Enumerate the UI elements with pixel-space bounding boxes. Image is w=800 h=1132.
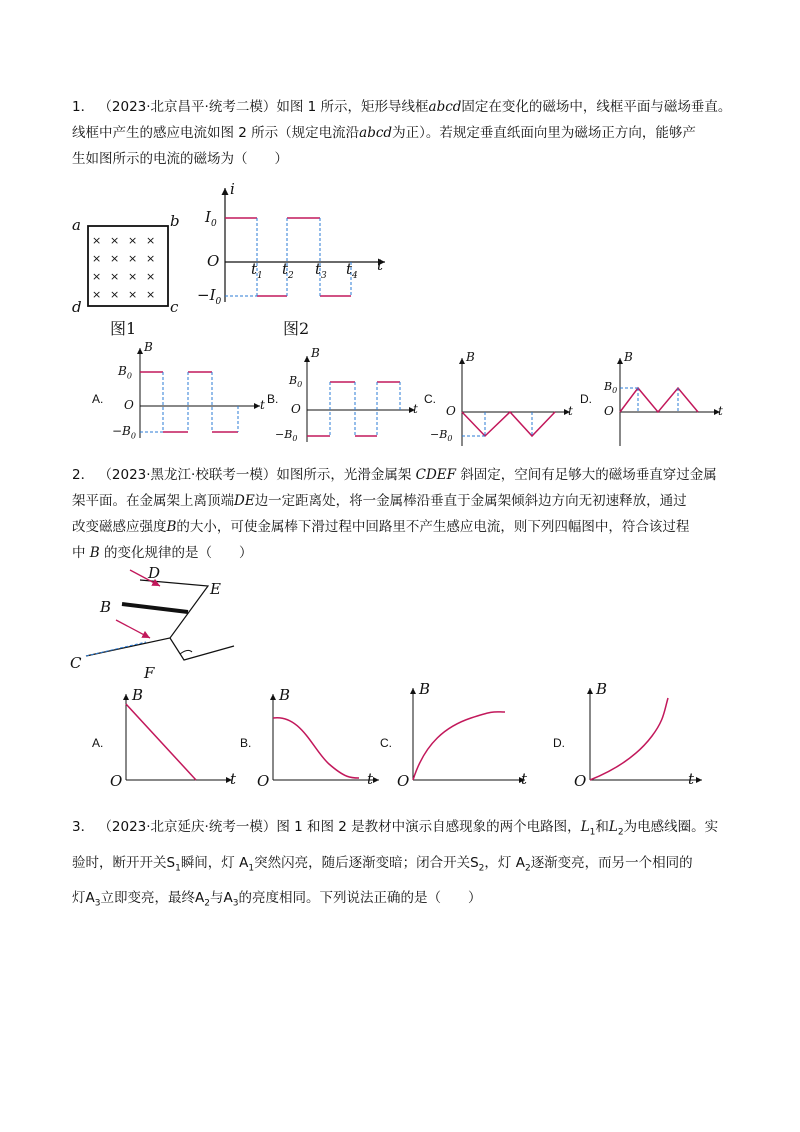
tick-t3: $t_3$	[315, 260, 327, 281]
label-c: c	[170, 298, 179, 316]
symbol-abcd: abcd	[359, 125, 393, 141]
origin-label: O	[574, 772, 587, 790]
axis-label-B: B	[311, 346, 320, 360]
question-number: 3．	[72, 819, 95, 835]
q1-option-d-graph[interactable]	[598, 352, 728, 447]
field-into-page-mark: ×	[128, 234, 138, 247]
option-b-label[interactable]: B.	[240, 736, 252, 750]
origin-label: O	[397, 772, 410, 790]
origin-label: O	[291, 402, 301, 416]
label-E: E	[210, 580, 221, 598]
symbol-CDEF: CDEF	[415, 467, 457, 483]
question-text: 的变化规律的是（ ）	[104, 545, 253, 561]
symbol-A3: A	[85, 890, 95, 907]
question-source: （2023·北京延庆·统考一模）	[98, 819, 277, 835]
question-source: （2023·黑龙江·校联考一模）	[98, 467, 277, 483]
option-d-svg	[598, 352, 728, 447]
option-a-svg	[108, 688, 238, 788]
axis-label-t: t	[377, 256, 384, 274]
dashed-guides	[225, 218, 351, 296]
figure-1-wire-frame	[70, 212, 190, 342]
tick-t1: $t_1$	[251, 260, 263, 281]
question-text: 验时，断开开关	[72, 854, 167, 871]
symbol-abcd: abcd	[428, 99, 462, 115]
field-into-page-mark: ×	[146, 270, 156, 283]
question-text: 线框中产生的感应电流如图 2 所示（规定电流沿	[72, 125, 360, 141]
symbol-A1: A	[239, 854, 249, 871]
label-minus-I0: $-I_0$	[197, 286, 222, 307]
question-text: 架平面。在金属架上离顶端	[72, 493, 234, 509]
option-b-label[interactable]: B.	[267, 392, 279, 406]
question-text: 生如图所示的电流的磁场为（ ）	[72, 151, 288, 167]
axis-label-B: B	[132, 686, 144, 704]
axis-label-i: i	[230, 180, 235, 198]
question-3-text: 3． （2023·北京延庆·统考一模）图 1 和图 2 是教材中演示自感现象的两个电路图，$L_1$和$L_2$为电感线圈。实 验时，断开开关$S_1$瞬间，灯 $A_1$突然闪亮，随后逐渐变暗；闭合开关$S_2$，灯 $A_2$逐渐变亮，而另一个相同的 灯$A_3$立即变亮，最终$A_2$与$A_3$的亮度相同。下列说法正确的是（ ）	[72, 819, 719, 910]
decreasing-curve	[273, 718, 359, 778]
increasing-convex-curve	[590, 698, 668, 780]
origin-label: O	[604, 404, 614, 418]
question-text: 图 1 和图 2 是教材中演示自感现象的两个电路图，	[276, 819, 581, 835]
origin-label: O	[124, 398, 134, 412]
symbol-B: B	[166, 519, 177, 535]
option-c-label[interactable]: C.	[380, 736, 392, 750]
question-text: 固定在变化的磁场中，线框平面与磁场垂直。	[461, 99, 732, 115]
label-B: B	[100, 598, 112, 616]
axis-label-t: t	[230, 770, 237, 788]
question-text: 中	[72, 545, 86, 561]
field-into-page-mark: ×	[110, 234, 120, 247]
symbol-L1: L	[580, 819, 590, 835]
question-text: 斜固定，空间有足够大的磁场垂直穿过金属	[460, 467, 717, 483]
axis-label-t: t	[367, 770, 374, 788]
label-B0: $B_0$	[604, 380, 618, 396]
axis-label-B: B	[144, 340, 153, 354]
axis-label-t: t	[260, 398, 265, 412]
q1-option-b-graph[interactable]	[275, 346, 425, 445]
symbol-L2: L	[608, 819, 618, 835]
question-text: 如图 1 所示，矩形导线框	[276, 99, 429, 115]
metal-rod	[122, 604, 188, 612]
current-graph-svg	[205, 180, 395, 310]
option-c-label[interactable]: C.	[424, 392, 436, 406]
label-F: F	[144, 664, 155, 682]
q1-option-a-graph[interactable]	[110, 340, 270, 440]
magnetic-field-marks	[92, 232, 166, 306]
figure-1-caption: 图1	[110, 319, 137, 338]
field-into-page-mark: ×	[110, 252, 120, 265]
field-into-page-mark: ×	[110, 288, 120, 301]
field-into-page-mark: ×	[92, 252, 102, 265]
question-text: 灯	[72, 890, 86, 907]
axis-label-t: t	[688, 770, 695, 788]
option-c-svg	[395, 682, 535, 788]
label-C: C	[70, 654, 82, 672]
option-a-label[interactable]: A.	[92, 736, 104, 750]
increasing-concave-curve	[413, 712, 505, 780]
field-into-page-mark: ×	[110, 270, 120, 283]
question-text: 瞬间，灯	[180, 854, 235, 871]
option-d-label[interactable]: D.	[553, 736, 565, 750]
q2-option-a-graph[interactable]	[108, 688, 238, 788]
incline-frame-svg	[68, 562, 258, 682]
axis-label-t: t	[718, 404, 723, 418]
field-into-page-mark: ×	[146, 234, 156, 247]
question-text: 为正）。若规定垂直纸面向里为磁场正方向，能够产	[392, 125, 696, 141]
symbol-DE: DE	[234, 493, 255, 509]
label-minus-B0: $-B_0$	[430, 428, 453, 444]
axis-label-t: t	[568, 404, 573, 418]
origin-label: O	[207, 252, 220, 270]
axis-label-B: B	[466, 350, 475, 364]
origin-label: O	[446, 404, 456, 418]
question-text: 与	[209, 890, 224, 907]
field-into-page-mark: ×	[146, 288, 156, 301]
label-a: a	[72, 216, 81, 234]
question-text: 的大小，可使金属棒下滑过程中回路里不产生感应电流，则下列四幅图中，符合该过程	[176, 519, 690, 535]
symbol-A2: A	[194, 890, 205, 907]
field-into-page-mark: ×	[92, 270, 102, 283]
question-text: ，灯	[484, 854, 512, 871]
origin-label: O	[257, 772, 270, 790]
question-number: 1．	[72, 99, 95, 115]
question-text: 的亮度相同。下列说法正确的是（ ）	[238, 890, 482, 907]
option-d-label[interactable]: D.	[580, 392, 592, 406]
option-c-svg	[440, 352, 580, 447]
q2-option-c-graph[interactable]	[395, 682, 535, 788]
field-into-page-mark: ×	[128, 252, 138, 265]
axis-label-t: t	[413, 402, 418, 416]
q2-option-b-graph[interactable]	[255, 688, 385, 788]
option-b-svg	[285, 350, 425, 445]
label-B0: $B_0$	[289, 374, 303, 390]
symbol-A3: A	[223, 890, 233, 907]
axis-label-B: B	[419, 680, 431, 698]
label-D: D	[148, 564, 161, 582]
field-into-page-mark: ×	[128, 288, 138, 301]
question-text: 为电感线圈。实	[623, 819, 719, 835]
label-B0: $B_0$	[118, 364, 132, 381]
question-text: 边一定距离处，将一金属棒沿垂直于金属架倾斜边方向无初速释放，通过	[254, 493, 687, 509]
q2-option-d-graph[interactable]	[572, 682, 712, 788]
axis-label-B: B	[624, 350, 633, 364]
label-I0: $I_0$	[205, 208, 217, 229]
incline-frame-figure	[68, 562, 258, 682]
decreasing-line	[126, 704, 196, 780]
figure-2-caption: 图2	[283, 319, 310, 338]
field-into-page-mark: ×	[146, 252, 156, 265]
question-1-text	[72, 94, 732, 172]
symbol-B: B	[89, 545, 100, 561]
question-2-text	[72, 462, 732, 566]
label-b: b	[170, 212, 180, 230]
symbol-S2: S	[470, 854, 479, 871]
question-text: 如图所示，光滑金属架	[276, 467, 412, 483]
question-text: 逐渐变亮，而另一个相同的	[530, 854, 693, 871]
label-d: d	[72, 298, 82, 316]
question-text: 突然闪亮，随后逐渐变暗；闭合开关	[254, 854, 471, 871]
option-a-label[interactable]: A.	[92, 392, 104, 406]
question-text: 改变磁感应强度	[72, 519, 167, 535]
tick-t2: $t_2$	[282, 260, 294, 281]
figure-2-current-graph	[197, 180, 395, 340]
field-into-page-mark: ×	[92, 234, 102, 247]
tick-t4: $t_4$	[346, 260, 358, 281]
label-minus-B0: $-B_0$	[275, 428, 298, 444]
symbol-S1: S	[166, 854, 176, 871]
axis-label-B: B	[279, 686, 291, 704]
option-b-svg	[255, 688, 385, 788]
label-minus-B0: $-B_0$	[112, 424, 136, 441]
q1-option-c-graph[interactable]	[430, 350, 580, 447]
axis-label-B: B	[596, 680, 608, 698]
symbol-A2: A	[515, 854, 525, 871]
field-into-page-mark: ×	[128, 270, 138, 283]
question-number: 2．	[72, 467, 95, 483]
field-into-page-mark: ×	[92, 288, 102, 301]
question-text: 立即变亮，最终	[100, 890, 195, 907]
axis-label-t: t	[521, 770, 528, 788]
origin-label: O	[110, 772, 123, 790]
question-source: （2023·北京昌平·统考二模）	[98, 99, 277, 115]
